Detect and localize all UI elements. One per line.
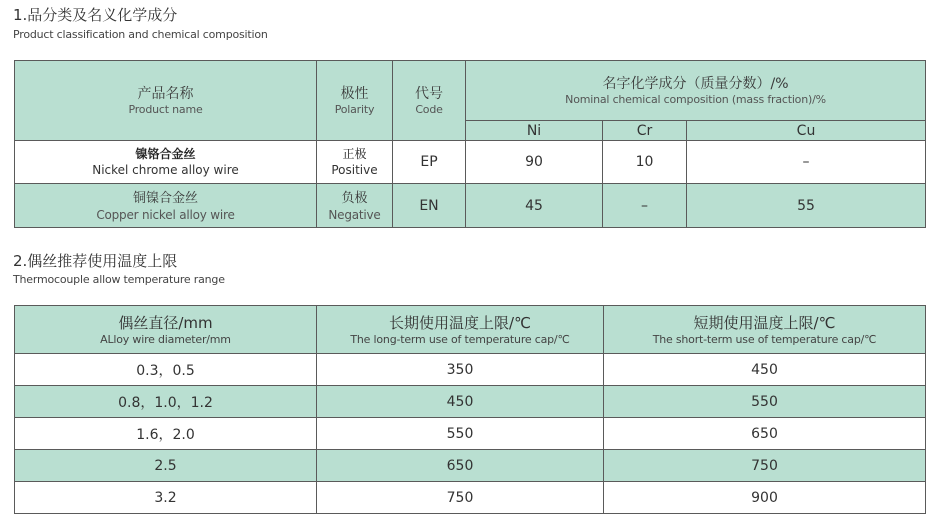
cu-cell: 55 <box>687 184 926 228</box>
header-diameter: 偶丝直径/mm ALloy wire diameter/mm <box>15 306 317 354</box>
header-product-name: 产品名称 Product name <box>15 61 317 141</box>
section1-subtitle: Product classification and chemical composition <box>13 28 268 41</box>
header-code: 代号 Code <box>393 61 466 141</box>
short-term-cell: 750 <box>604 450 926 482</box>
short-term-cell: 450 <box>604 354 926 386</box>
header-cr: Cr <box>603 121 687 141</box>
table-row <box>15 482 926 514</box>
composition-table <box>14 60 926 228</box>
long-term-cell: 450 <box>317 386 604 418</box>
diameter-cell: 1.6，2.0 <box>15 418 317 450</box>
polarity-cell: 负极 Negative <box>317 184 393 228</box>
cu-cell: – <box>687 141 926 184</box>
long-term-cell: 750 <box>317 482 604 514</box>
polarity-cell: 正极 Positive <box>317 141 393 184</box>
ni-cell: 45 <box>466 184 603 228</box>
header-composition: 名字化学成分（质量分数）/% Nominal chemical composition (mass fraction)/% <box>466 61 926 121</box>
diameter-cell: 2.5 <box>15 450 317 482</box>
product-name-cell: 铜镍合金丝 Copper nickel alloy wire <box>15 184 317 228</box>
product-name-cell: 镍铬合金丝 Nickel chrome alloy wire <box>15 141 317 184</box>
short-term-cell: 900 <box>604 482 926 514</box>
long-term-cell: 350 <box>317 354 604 386</box>
section2-title: 2.偶丝推荐使用温度上限 <box>13 252 178 270</box>
header-long-term: 长期使用温度上限/℃ The long-term use of temperature cap/℃ <box>317 306 604 354</box>
cr-cell: 10 <box>603 141 687 184</box>
code-cell: EP <box>393 141 466 184</box>
code-cell: EN <box>393 184 466 228</box>
long-term-cell: 550 <box>317 418 604 450</box>
header-cu: Cu <box>687 121 926 141</box>
short-term-cell: 550 <box>604 386 926 418</box>
ni-cell: 90 <box>466 141 603 184</box>
short-term-cell: 650 <box>604 418 926 450</box>
table-row <box>15 386 926 418</box>
header-short-term: 短期使用温度上限/℃ The short-term use of temperature cap/℃ <box>604 306 926 354</box>
temperature-table <box>14 305 926 514</box>
header-ni: Ni <box>466 121 603 141</box>
cr-cell: – <box>603 184 687 228</box>
header-polarity: 极性 Polarity <box>317 61 393 141</box>
table-row <box>15 184 926 228</box>
table-row <box>15 141 926 184</box>
table-row <box>15 450 926 482</box>
section2-subtitle: Thermocouple allow temperature range <box>13 273 225 286</box>
long-term-cell: 650 <box>317 450 604 482</box>
table-row <box>15 418 926 450</box>
table-row <box>15 354 926 386</box>
diameter-cell: 0.8，1.0，1.2 <box>15 386 317 418</box>
section1-title: 1.品分类及名义化学成分 <box>13 6 178 24</box>
diameter-cell: 3.2 <box>15 482 317 514</box>
diameter-cell: 0.3，0.5 <box>15 354 317 386</box>
